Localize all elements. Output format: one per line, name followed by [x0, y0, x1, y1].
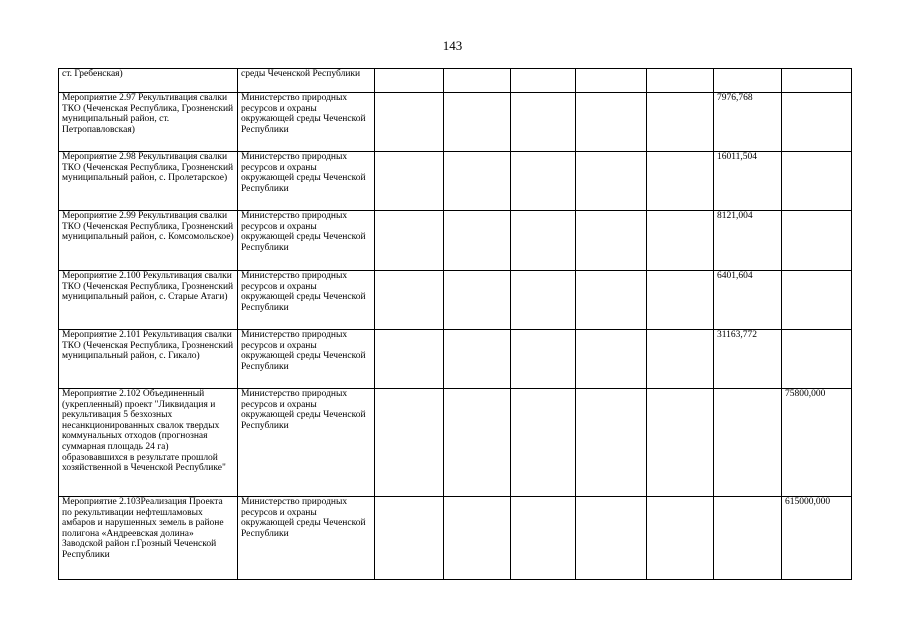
empty-cell	[647, 330, 714, 389]
measure-cell: Мероприятие 2.98 Рекультивация свалки ТКО (Чеченская Республика, Грозненский муниципальный район, с. Пролетарское)	[59, 152, 238, 211]
table-row	[59, 152, 852, 211]
empty-cell	[511, 389, 576, 497]
table-row	[59, 93, 852, 152]
empty-cell	[375, 152, 444, 211]
amount-cell: 6401,604	[714, 271, 782, 330]
empty-cell	[511, 271, 576, 330]
org-cell: Министерство природных ресурсов и охраны окружающей среды Чеченской Республики	[238, 211, 375, 271]
empty-cell	[375, 271, 444, 330]
budget-table	[58, 68, 852, 580]
empty-cell	[576, 93, 647, 152]
empty-cell	[444, 69, 511, 93]
empty-cell	[375, 330, 444, 389]
empty-cell	[511, 93, 576, 152]
empty-cell	[576, 389, 647, 497]
empty-cell	[576, 152, 647, 211]
empty-cell	[375, 211, 444, 271]
org-cell: Министерство природных ресурсов и охраны окружающей среды Чеченской Республики	[238, 330, 375, 389]
amount-cell: 8121,004	[714, 211, 782, 271]
amount-cell: 16011,504	[714, 152, 782, 211]
empty-cell	[576, 330, 647, 389]
empty-cell	[375, 389, 444, 497]
empty-cell	[444, 152, 511, 211]
amount-cell	[782, 271, 852, 330]
empty-cell	[511, 211, 576, 271]
table-row	[59, 330, 852, 389]
org-cell: Министерство природных ресурсов и охраны окружающей среды Чеченской Республики	[238, 497, 375, 580]
empty-cell	[375, 497, 444, 580]
org-cell: Министерство природных ресурсов и охраны окружающей среды Чеченской Республики	[238, 389, 375, 497]
page-number: 143	[442, 38, 463, 53]
empty-cell	[375, 69, 444, 93]
measure-cell: Мероприятие 2.99 Рекультивация свалки ТКО (Чеченская Республика, Грозненский муниципальный район, с. Комсомольское)	[59, 211, 238, 271]
table-row	[59, 271, 852, 330]
org-cell: среды Чеченской Республики	[238, 69, 375, 93]
measure-cell: Мероприятие 2.103Реализация Проекта по рекультивации нефтешламовых амбаров и нарушенных земель в районе полигона «Андреевская долина» Заводской район г.Грозный Чеченской Республики	[59, 497, 238, 580]
empty-cell	[576, 497, 647, 580]
empty-cell	[647, 271, 714, 330]
amount-cell	[714, 497, 782, 580]
empty-cell	[576, 69, 647, 93]
empty-cell	[444, 389, 511, 497]
measure-cell: ст. Гребенская)	[59, 69, 238, 93]
empty-cell	[647, 93, 714, 152]
amount-cell: 75800,000	[782, 389, 852, 497]
table-row	[59, 69, 852, 93]
org-cell: Министерство природных ресурсов и охраны окружающей среды Чеченской Республики	[238, 93, 375, 152]
table-row	[59, 211, 852, 271]
empty-cell	[511, 497, 576, 580]
empty-cell	[647, 152, 714, 211]
org-cell: Министерство природных ресурсов и охраны окружающей среды Чеченской Республики	[238, 152, 375, 211]
measure-cell: Мероприятие 2.97 Рекультивация свалки ТКО (Чеченская Республика, Грозненский муниципальный район, ст. Петропавловская)	[59, 93, 238, 152]
empty-cell	[444, 271, 511, 330]
empty-cell	[444, 211, 511, 271]
empty-cell	[647, 389, 714, 497]
empty-cell	[511, 330, 576, 389]
amount-cell: 31163,772	[714, 330, 782, 389]
empty-cell	[511, 152, 576, 211]
measure-cell: Мероприятие 2.102 Объединенный (укрепленный) проект "Ликвидация и рекультивация 5 безхозных несанкционированных свалок твердых коммунальных отходов (прогнозная суммарная площадь 24 га) образовавшихся в результате прошлой хозяйственной в Чеченской Республике"	[59, 389, 238, 497]
amount-cell: 615000,000	[782, 497, 852, 580]
empty-cell	[444, 93, 511, 152]
amount-cell	[782, 211, 852, 271]
amount-cell	[782, 330, 852, 389]
table-row	[59, 497, 852, 580]
amount-cell: 7976,768	[714, 93, 782, 152]
org-cell: Министерство природных ресурсов и охраны окружающей среды Чеченской Республики	[238, 271, 375, 330]
empty-cell	[511, 69, 576, 93]
measure-cell: Мероприятие 2.100 Рекультивация свалки ТКО (Чеченская Республика, Грозненский муниципальный район, с. Старые Атаги)	[59, 271, 238, 330]
table-row	[59, 389, 852, 497]
amount-cell	[782, 152, 852, 211]
amount-cell	[782, 69, 852, 93]
empty-cell	[444, 330, 511, 389]
empty-cell	[647, 211, 714, 271]
empty-cell	[375, 93, 444, 152]
empty-cell	[647, 497, 714, 580]
measure-cell: Мероприятие 2.101 Рекультивация свалки ТКО (Чеченская Республика, Грозненский муниципальный район, с. Гикало)	[59, 330, 238, 389]
empty-cell	[576, 211, 647, 271]
amount-cell	[782, 93, 852, 152]
empty-cell	[444, 497, 511, 580]
amount-cell	[714, 69, 782, 93]
empty-cell	[576, 271, 647, 330]
empty-cell	[647, 69, 714, 93]
amount-cell	[714, 389, 782, 497]
